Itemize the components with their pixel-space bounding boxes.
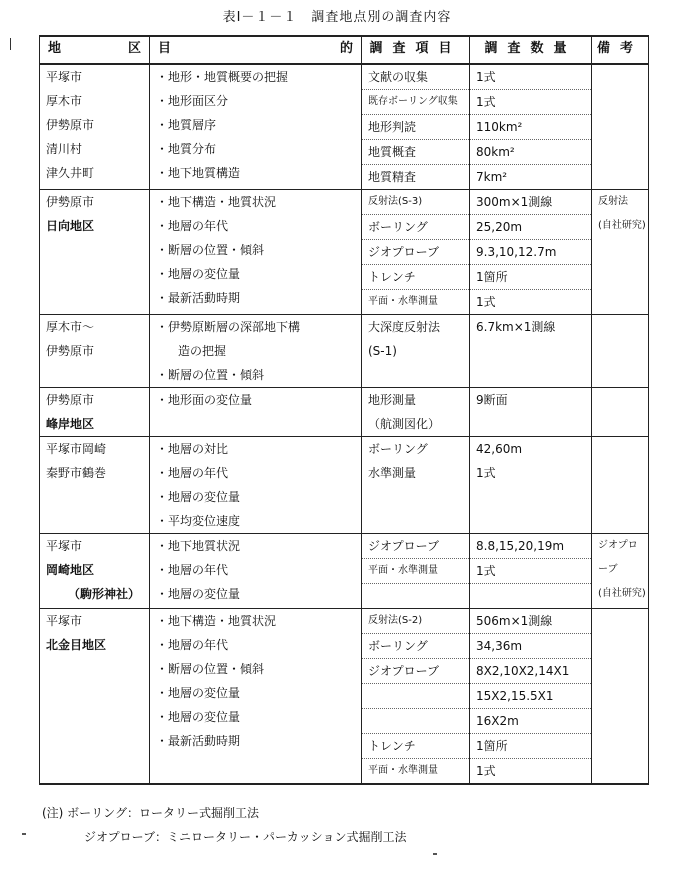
table-row — [40, 388, 649, 437]
survey-item: ボーリング — [362, 634, 469, 659]
remarks-cell — [592, 190, 649, 315]
remarks-line — [592, 609, 648, 633]
quantity-item: 7km² — [476, 170, 508, 184]
table-row — [40, 315, 649, 388]
quantity-item — [470, 584, 591, 608]
quantity-item: 6.7km×1測線 — [476, 320, 556, 334]
remarks-line: (自社研究) — [598, 588, 646, 599]
purpose-line: ・断層の位置・傾斜 — [156, 368, 265, 382]
area-line — [40, 363, 149, 387]
header-area — [40, 36, 150, 64]
remarks-line: (自社研究) — [598, 220, 646, 231]
purpose-line: ・地下地質状況 — [156, 539, 241, 553]
survey-cell — [362, 534, 470, 609]
quantity-item: 9断面 — [476, 393, 508, 407]
scan-speck — [433, 853, 437, 855]
purpose-line: ・地下構造・地質状況 — [156, 195, 277, 209]
area-line: 伊勢原市 — [46, 118, 95, 132]
quantity-cell — [470, 388, 592, 437]
remarks-line — [592, 437, 648, 461]
scan-edge-mark — [10, 38, 11, 50]
quantity-item: 9.3,10,12.7m — [470, 240, 591, 265]
purpose-cell — [150, 315, 362, 388]
header-survey: 調査項目 — [362, 36, 470, 64]
survey-item: 反射法(S-3) — [362, 190, 469, 215]
purpose-line: ・断層の位置・傾斜 — [156, 662, 265, 676]
header-purpose — [150, 36, 362, 64]
header-purpose-left: 目 — [158, 41, 172, 56]
remarks-cell — [592, 388, 649, 437]
purpose-line: ・地下構造・地質状況 — [156, 614, 277, 628]
survey-item: 平面・水準測量 — [362, 559, 469, 584]
area-line — [40, 485, 149, 509]
remarks-line — [592, 485, 648, 509]
remarks-cell — [592, 534, 649, 609]
remarks-cell — [592, 437, 649, 534]
survey-cell — [362, 315, 470, 388]
area-line — [40, 509, 149, 533]
purpose-cell — [150, 437, 362, 534]
survey-cell — [362, 64, 470, 190]
purpose-line: 造の把握 — [178, 344, 227, 358]
remarks-cell — [592, 64, 649, 190]
quantity-item: 1式 — [470, 65, 591, 90]
area-line: 平塚市 — [46, 539, 83, 553]
purpose-line: ・最新活動時期 — [156, 734, 241, 748]
purpose-cell — [150, 388, 362, 437]
survey-item: 文献の収集 — [362, 65, 469, 90]
quantity-item — [470, 485, 591, 509]
survey-item: 地質概査 — [362, 140, 469, 165]
remarks-line — [592, 412, 648, 436]
area-cell — [40, 609, 150, 785]
area-line — [40, 657, 149, 681]
table-title: 表Ⅰ－１－１ 調査地点別の調査内容 — [222, 10, 452, 25]
remarks-line — [592, 461, 648, 485]
survey-item: 既存ボーリング収集 — [362, 90, 469, 115]
quantity-cell — [470, 609, 592, 785]
remarks-line — [592, 286, 648, 310]
area-line: （駒形神社） — [68, 587, 141, 601]
remarks-line — [592, 113, 648, 137]
remarks-line — [592, 363, 648, 387]
scan-speck — [22, 833, 26, 835]
quantity-item: 8X2,10X2,14X1 — [470, 659, 591, 684]
table-row — [40, 609, 649, 785]
remarks-line — [592, 388, 648, 412]
quantity-item: 1式 — [470, 559, 591, 584]
quantity-item: 1式 — [476, 764, 496, 778]
remarks-line — [592, 657, 648, 681]
purpose-line: ・地形・地質概要の把握 — [156, 70, 289, 84]
survey-item — [362, 363, 469, 387]
quantity-item: 15X2,15.5X1 — [470, 684, 591, 709]
quantity-item: 80km² — [470, 140, 591, 165]
survey-item: 平面・水準測量 — [368, 296, 438, 307]
remarks-line: 反射法 — [598, 196, 628, 207]
header-remarks: 備考 — [592, 36, 649, 64]
area-line: 北金目地区 — [46, 638, 107, 652]
quantity-item: 16X2m — [470, 709, 591, 734]
survey-item: 水準測量 — [368, 466, 417, 480]
survey-cell — [362, 388, 470, 437]
quantity-cell — [470, 64, 592, 190]
survey-item: 反射法(S-2) — [362, 609, 469, 634]
remarks-line — [592, 315, 648, 339]
survey-item: トレンチ — [362, 265, 469, 290]
area-line: 峰岸地区 — [46, 417, 95, 431]
area-line — [40, 681, 149, 705]
survey-item: 平面・水準測量 — [368, 765, 438, 776]
quantity-cell — [470, 190, 592, 315]
footnote-geoprobe: ジオプローブ：ミニロータリー・パーカッション式掘削工法 — [84, 830, 407, 844]
remarks-line — [592, 633, 648, 657]
purpose-line: ・地形面の変位量 — [156, 393, 253, 407]
survey-item — [362, 709, 469, 734]
survey-item: 地形測量 — [368, 393, 417, 407]
remarks-line — [592, 262, 648, 286]
purpose-line: ・地層の年代 — [156, 563, 229, 577]
survey-item: 大深度反射法 — [368, 320, 441, 334]
purpose-line: ・地層の変位量 — [156, 710, 241, 724]
purpose-line: ・最新活動時期 — [156, 291, 241, 305]
area-line: 伊勢原市 — [46, 344, 95, 358]
area-cell — [40, 388, 150, 437]
area-line — [40, 705, 149, 729]
purpose-line: ・地層の変位量 — [156, 490, 241, 504]
header-area-right: 区 — [127, 41, 141, 56]
area-line: 伊勢原市 — [46, 195, 95, 209]
area-line — [40, 729, 149, 753]
area-line: 厚木市～ — [46, 320, 95, 334]
survey-item: (S-1) — [368, 344, 397, 358]
remarks-cell — [592, 315, 649, 388]
remarks-line — [592, 89, 648, 113]
table-body — [40, 64, 649, 784]
purpose-line: ・平均変位速度 — [156, 514, 241, 528]
quantity-item — [470, 509, 591, 533]
quantity-item: 8.8,15,20,19m — [470, 534, 591, 559]
purpose-line: ・断層の位置・傾斜 — [156, 243, 265, 257]
quantity-item — [470, 363, 591, 387]
purpose-line: ・地質分布 — [156, 142, 217, 156]
purpose-line: ・地層の年代 — [156, 638, 229, 652]
quantity-cell — [470, 534, 592, 609]
survey-item: ボーリング — [368, 442, 428, 456]
purpose-line — [150, 753, 361, 777]
quantity-item: 34,36m — [470, 634, 591, 659]
quantity-item: 506m×1測線 — [470, 609, 591, 634]
purpose-line: ・地層の変位量 — [156, 686, 241, 700]
footnotes — [42, 801, 406, 849]
survey-item — [362, 584, 469, 608]
header-area-left: 地 — [48, 41, 62, 56]
survey-item: 地質精査 — [368, 170, 417, 184]
area-line: 平塚市 — [46, 70, 83, 84]
quantity-item — [470, 412, 591, 436]
survey-item: トレンチ — [362, 734, 469, 759]
remarks-line: ジオプロ — [598, 540, 638, 551]
survey-item: ジオプローブ — [362, 659, 469, 684]
table-row — [40, 64, 649, 190]
survey-item — [362, 509, 469, 533]
purpose-cell — [150, 190, 362, 315]
remarks-line: ーブ — [598, 564, 618, 575]
area-cell — [40, 315, 150, 388]
remarks-line — [592, 509, 648, 533]
survey-item: ボーリング — [362, 215, 469, 240]
area-line: 日向地区 — [46, 219, 95, 233]
table-row — [40, 190, 649, 315]
survey-item: ジオプローブ — [362, 534, 469, 559]
quantity-item: 1式 — [476, 466, 496, 480]
header-purpose-right: 的 — [339, 41, 353, 56]
quantity-item: 42,60m — [476, 442, 523, 456]
quantity-item — [470, 339, 591, 363]
header-row — [40, 36, 649, 64]
purpose-line: ・地形面区分 — [156, 94, 229, 108]
remarks-line — [592, 681, 648, 705]
quantity-item: 1箇所 — [470, 734, 591, 759]
purpose-line — [150, 412, 361, 436]
purpose-line: ・地層の変位量 — [156, 587, 241, 601]
purpose-cell — [150, 64, 362, 190]
survey-table — [39, 35, 649, 785]
area-line: 岡崎地区 — [46, 563, 95, 577]
purpose-cell — [150, 534, 362, 609]
area-line: 伊勢原市 — [46, 393, 95, 407]
table-row — [40, 437, 649, 534]
area-line: 平塚市 — [46, 614, 83, 628]
survey-item — [362, 485, 469, 509]
area-cell — [40, 437, 150, 534]
purpose-line: ・地層の年代 — [156, 219, 229, 233]
header-quantity: 調査数量 — [470, 36, 592, 64]
area-line: 津久井町 — [46, 166, 95, 180]
area-line — [40, 286, 149, 310]
survey-item — [362, 684, 469, 709]
area-cell — [40, 64, 150, 190]
survey-cell — [362, 190, 470, 315]
quantity-item: 300m×1測線 — [470, 190, 591, 215]
purpose-cell — [150, 609, 362, 785]
footnote-boring: (注) ボーリング：ロータリー式掘削工法 — [42, 806, 259, 820]
area-line: 清川村 — [46, 142, 83, 156]
purpose-line: ・地層の対比 — [156, 442, 229, 456]
table-row — [40, 534, 649, 609]
purpose-line: ・地層の変位量 — [156, 267, 241, 281]
area-line: 平塚市岡崎 — [46, 442, 107, 456]
quantity-item: 1箇所 — [470, 265, 591, 290]
area-cell — [40, 534, 150, 609]
area-line — [40, 262, 149, 286]
survey-item: 地形判読 — [362, 115, 469, 140]
quantity-cell — [470, 315, 592, 388]
quantity-item: 110km² — [470, 115, 591, 140]
quantity-cell — [470, 437, 592, 534]
purpose-line: ・伊勢原断層の深部地下構 — [156, 320, 301, 334]
remarks-line — [592, 753, 648, 777]
survey-cell — [362, 609, 470, 785]
remarks-line — [592, 65, 648, 89]
area-cell — [40, 190, 150, 315]
area-line: 秦野市鶴巻 — [46, 466, 107, 480]
area-line — [40, 753, 149, 777]
purpose-line: ・地質層序 — [156, 118, 217, 132]
remarks-line — [592, 729, 648, 753]
area-line — [40, 238, 149, 262]
remarks-cell — [592, 609, 649, 785]
remarks-line — [592, 238, 648, 262]
survey-cell — [362, 437, 470, 534]
survey-item: （航測図化） — [368, 417, 441, 431]
survey-item: ジオプローブ — [362, 240, 469, 265]
remarks-line — [592, 705, 648, 729]
quantity-item: 25,20m — [470, 215, 591, 240]
purpose-line: ・地下地質構造 — [156, 166, 241, 180]
remarks-line — [592, 137, 648, 161]
purpose-line: ・地層の年代 — [156, 466, 229, 480]
quantity-item: 1式 — [476, 295, 496, 309]
remarks-line — [592, 161, 648, 185]
remarks-line — [592, 339, 648, 363]
area-line: 厚木市 — [46, 94, 83, 108]
quantity-item: 1式 — [470, 90, 591, 115]
